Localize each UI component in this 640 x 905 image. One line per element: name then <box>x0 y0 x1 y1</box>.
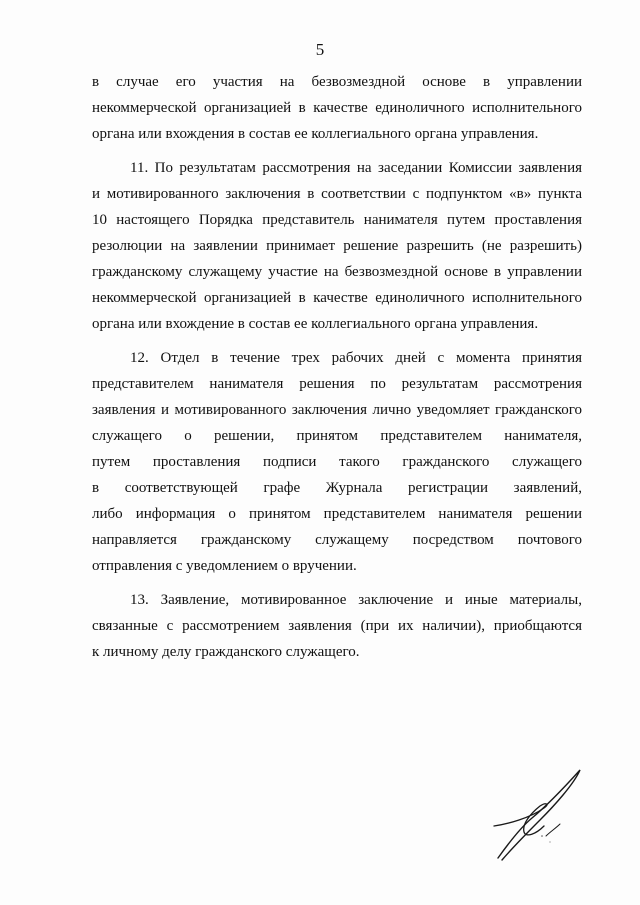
text-line: гражданскому служащему участие на безвозмездной основе в управлении <box>92 264 582 280</box>
text-line: некоммерческой организацией в качестве единоличного исполнительного <box>92 290 582 306</box>
text-line: некоммерческой организацией в качестве единоличного исполнительного <box>92 100 582 116</box>
text-line: органа или вхождения в состав ее коллегиального органа управления. <box>92 126 539 142</box>
text-line: в соответствующей графе Журнала регистрации заявлений, <box>92 480 582 496</box>
text-line: 11. По результатам рассмотрения на заседании Комиссии заявления <box>130 160 582 176</box>
text-line: представителем нанимателя решения по результатам рассмотрения <box>92 376 582 392</box>
paragraph-continuation <box>92 69 582 147</box>
text-line: заявления и мотивированного заключения лично уведомляет гражданского <box>92 402 582 418</box>
paragraph-item-11 <box>92 155 582 337</box>
page-number: 5 <box>315 40 325 59</box>
paragraph-item-13 <box>92 587 582 665</box>
text-line: 13. Заявление, мотивированное заключение и иные материалы, <box>130 592 582 608</box>
signature-dot <box>549 841 550 842</box>
text-line: направляется гражданскому служащему посредством почтового <box>92 532 582 548</box>
text-line: органа или вхождение в состав ее коллегиального органа управления. <box>92 316 539 332</box>
paragraph-item-12 <box>92 345 582 579</box>
text-line: и мотивированного заключения в соответствии с подпунктом «в» пункта <box>92 186 582 202</box>
signature-stroke <box>546 824 560 836</box>
text-line: путем проставления подписи такого гражданского служащего <box>92 454 582 470</box>
text-line: к личному делу гражданского служащего. <box>92 644 360 660</box>
signature-dot <box>541 835 543 837</box>
text-line: 10 настоящего Порядка представитель нанимателя путем проставления <box>92 212 582 228</box>
text-line: 12. Отдел в течение трех рабочих дней с момента принятия <box>130 350 582 366</box>
text-line: резолюции на заявлении принимает решение разрешить (не разрешить) <box>92 238 582 254</box>
text-line: отправления с уведомлением о вручении. <box>92 558 357 574</box>
document-body <box>92 69 582 673</box>
text-line: связанные с рассмотрением заявления (при их наличии), приобщаются <box>92 618 582 634</box>
text-line: либо информация о принятом представителем нанимателя решении <box>92 506 582 522</box>
text-line: служащего о решении, принятом представителем нанимателя, <box>92 428 582 444</box>
text-line: в случае его участия на безвозмездной основе в управлении <box>92 74 582 90</box>
signature-icon <box>484 762 594 872</box>
signature-stroke <box>498 770 580 860</box>
